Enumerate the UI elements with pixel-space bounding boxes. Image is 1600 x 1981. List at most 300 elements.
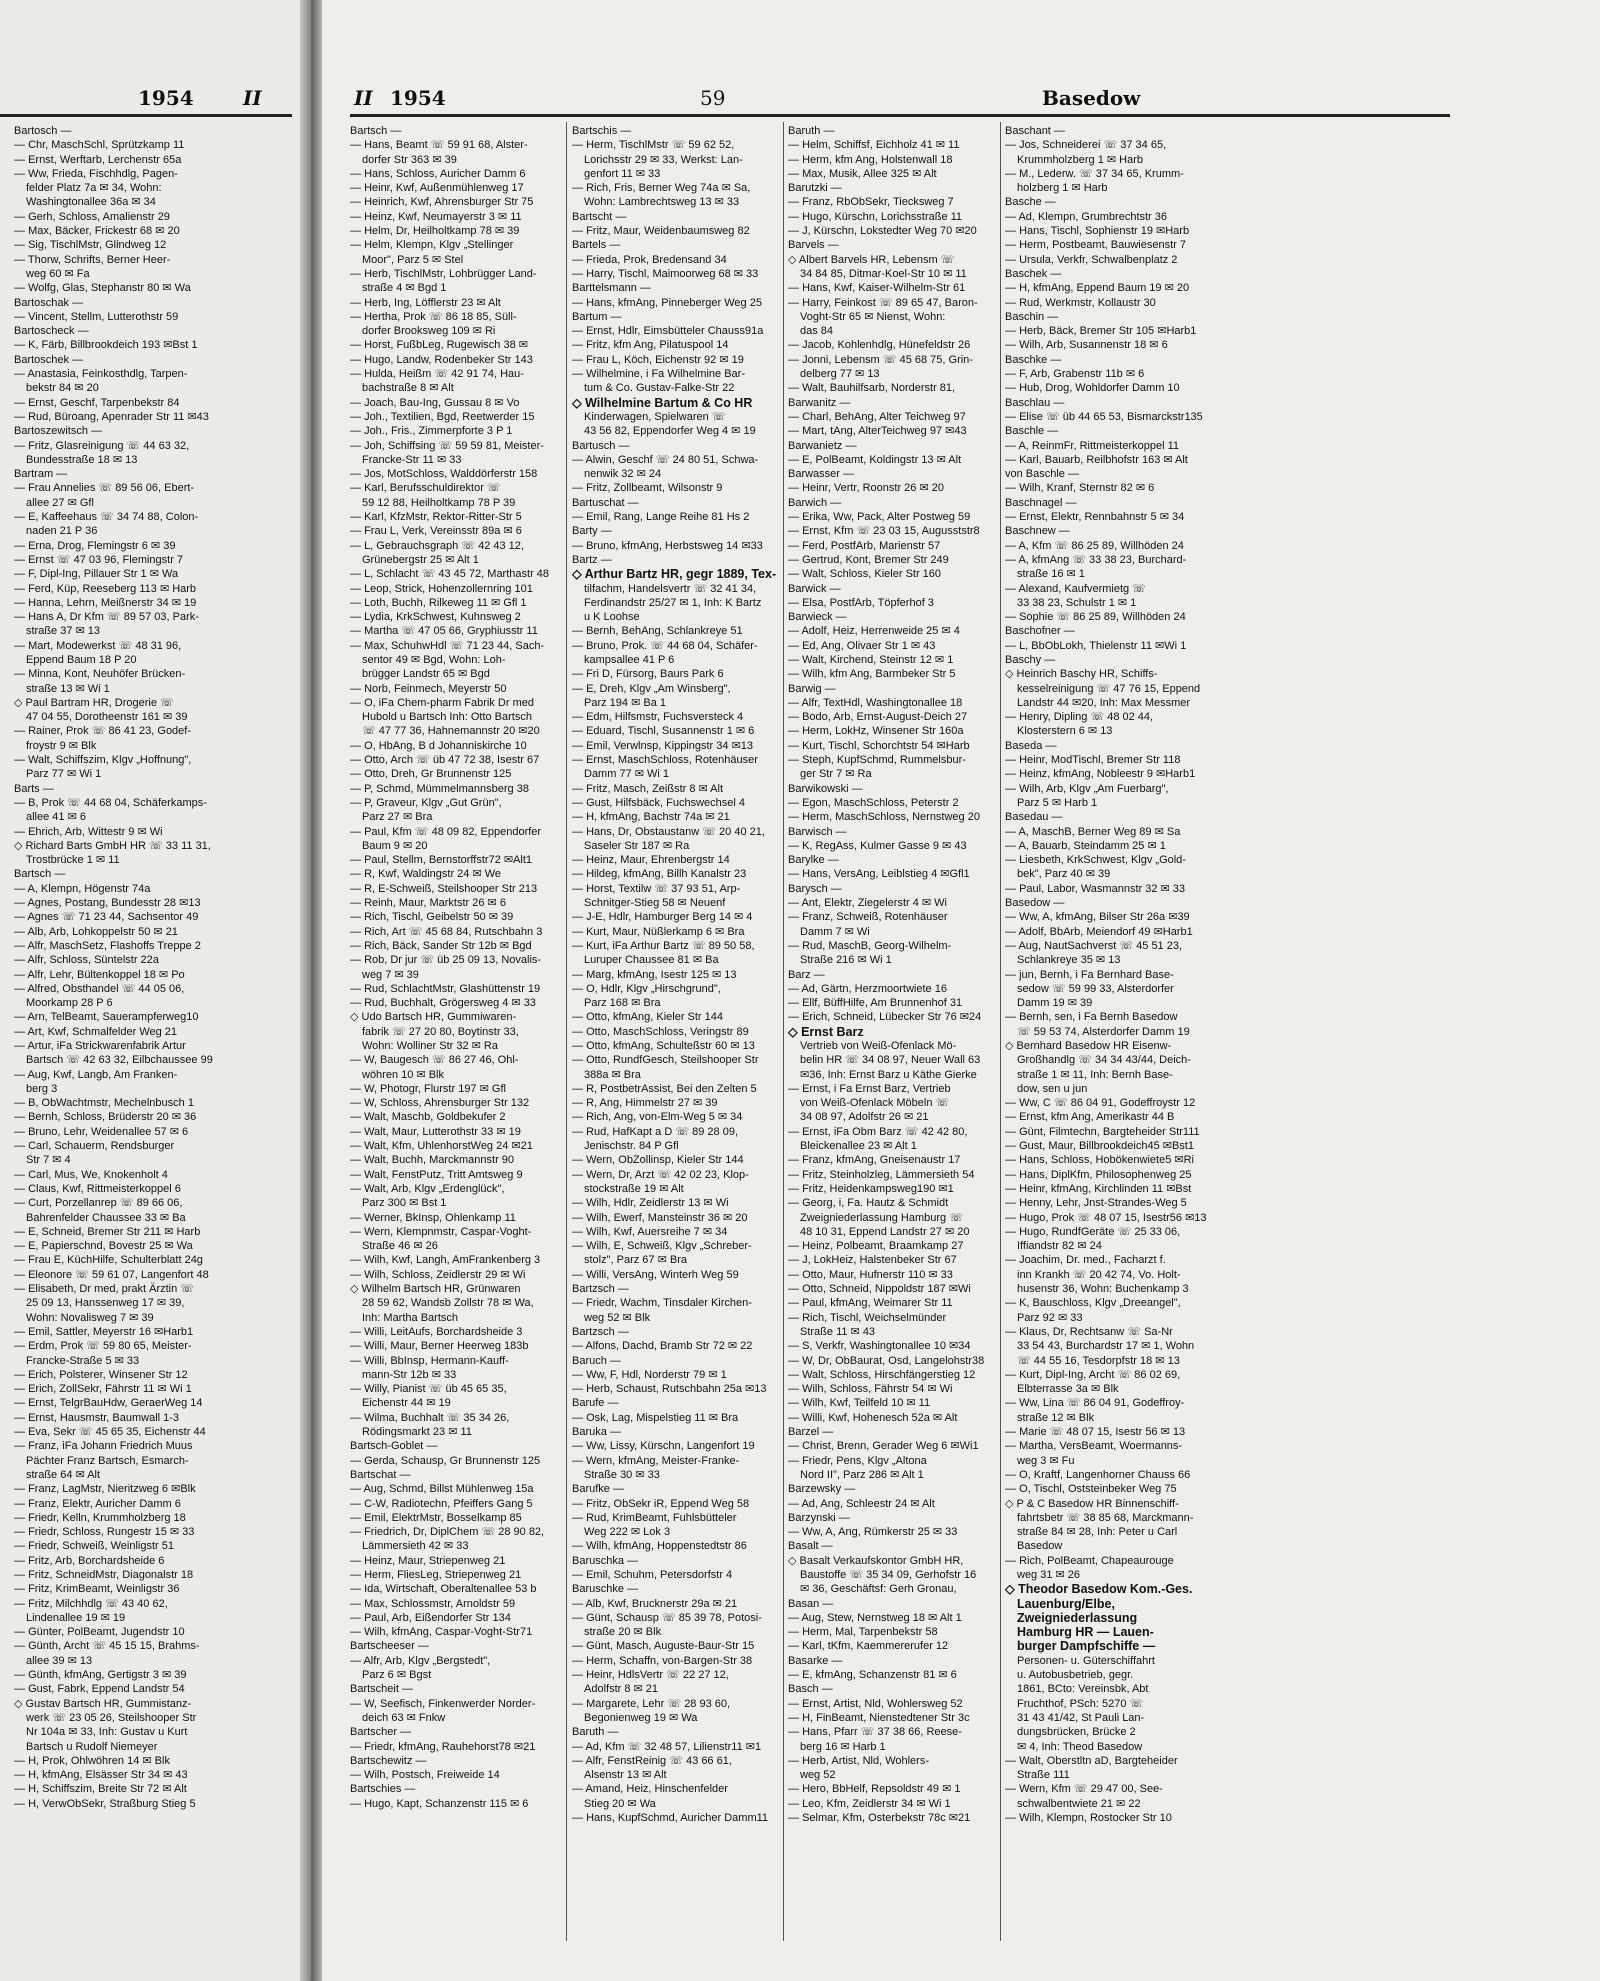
surname-heading: Barwieck — <box>788 611 847 624</box>
directory-entry: — Thorw, Schrifts, Berner Heer- <box>14 253 296 267</box>
directory-entry: — Mart, Modewerkst ☏ 48 31 96, <box>14 639 296 653</box>
directory-entry: — Harry, Feinkost ☏ 89 65 47, Baron- <box>788 296 996 310</box>
directory-entry: — Otto, MaschSchloss, Veringstr 89 <box>572 1025 778 1039</box>
directory-entry: — Alb, Kwf, Brucknerstr 29a ✉ 21 <box>572 1597 778 1611</box>
directory-entry: froystr 9 ✉ Blk <box>26 739 97 752</box>
surname-heading: Bartscht — <box>572 210 627 223</box>
directory-entry: ✉ 4, Inh: Theod Basedow <box>1017 1740 1143 1753</box>
directory-entry: — Martha ☏ 47 05 66, Gryphiusstr 11 <box>350 624 560 638</box>
directory-entry: — Chr, MaschSchl, Sprützkamp 11 <box>14 138 296 152</box>
directory-entry: — Hanna, Lehrn, Meißnerstr 34 ✉ 19 <box>14 596 296 610</box>
directory-entry: — Eva, Sekr ☏ 45 65 35, Eichenstr 44 <box>14 1425 296 1439</box>
directory-entry: — Adolf, Heiz, Herrenweide 25 ✉ 4 <box>788 624 996 638</box>
directory-entry: — B, Prok ☏ 44 68 04, Schäferkamps- <box>14 796 296 810</box>
directory-entry: 33 38 23, Schulstr 1 ✉ 1 <box>1017 596 1137 609</box>
directory-entry: — Klaus, Dr, Rechtsanw ☏ Sa-Nr <box>1005 1325 1215 1339</box>
directory-entry: Bundesstraße 18 ✉ 13 <box>26 453 138 466</box>
directory-entry: — Herm, Postbeamt, Bauwiesenstr 7 <box>1005 238 1215 252</box>
directory-entry: weg 3 ✉ Fu <box>1017 1454 1075 1467</box>
directory-entry: straße 84 ✉ 28, Inh: Peter u Carl <box>1017 1526 1178 1539</box>
directory-entry: — Charl, BehAng, Alter Teichweg 97 <box>788 410 996 424</box>
surname-heading: Barwasser — <box>788 468 855 481</box>
directory-entry: allee 41 ✉ 6 <box>26 811 86 824</box>
directory-entry: — Helm, Klempn, Klgv „Stellinger <box>350 238 560 252</box>
directory-entry: — Ernst, Elektr, Rennbahnstr 5 ✉ 34 <box>1005 510 1215 524</box>
directory-entry: allee 27 ✉ Gfl <box>26 496 94 509</box>
directory-entry: Parz 194 ✉ Ba 1 <box>584 696 666 709</box>
directory-entry: — Elisabeth, Dr med, prakt Ärztin ☏ <box>14 1282 296 1296</box>
surname-heading: Basalt — <box>788 1540 833 1553</box>
directory-entry: — R, Ang, Himmelstr 27 ✉ 39 <box>572 1096 778 1110</box>
directory-entry: — Wilh, kfmAng, Hoppenstedtstr 86 <box>572 1539 778 1553</box>
directory-entry: — Eleonore ☏ 59 61 07, Langenfort 48 <box>14 1268 296 1282</box>
directory-entry: tilfachm, Handelsvertr ☏ 32 41 34, <box>584 582 757 595</box>
directory-entry: Moor", Parz 5 ✉ Stel <box>362 253 464 266</box>
directory-entry: Schnitger-Stieg 58 ✉ Neuenf <box>584 897 726 910</box>
directory-entry: — Carl, Mus, We, Knokenholt 4 <box>14 1168 296 1182</box>
directory-entry: berg 16 ✉ Harb 1 <box>800 1740 886 1753</box>
directory-entry: — Rud, Büroang, Apenrader Str 11 ✉43 <box>14 410 296 424</box>
directory-entry: — Walt, Bauhilfsarb, Norderstr 81, <box>788 381 996 395</box>
directory-entry: — Günt, Masch, Auguste-Baur-Str 15 <box>572 1639 778 1653</box>
directory-entry: — Günter, PolBeamt, Jugendstr 10 <box>14 1625 296 1639</box>
directory-entry: Schlankreye 35 ✉ 13 <box>1017 954 1121 967</box>
directory-entry: — Herb, Artist, Nld, Wohlers- <box>788 1754 996 1768</box>
directory-entry: Bartsch u Rudolf Niemeyer <box>26 1740 158 1753</box>
directory-entry: — Ww, A, kfmAng, Bilser Str 26a ✉39 <box>1005 910 1215 924</box>
directory-entry: Baustoffe ☏ 35 34 09, Gerhofstr 16 <box>800 1568 977 1581</box>
directory-entry: Straße 111 <box>1017 1769 1070 1782</box>
surname-heading: Barwanietz — <box>788 439 857 452</box>
directory-entry: — Walt, Buchh, Marckmannstr 90 <box>350 1153 560 1167</box>
directory-entry: — Walt, Kirchend, Steinstr 12 ✉ 1 <box>788 653 996 667</box>
directory-entry: — Wilh, kfmAng, Caspar-Voght-Str71 <box>350 1625 560 1639</box>
directory-entry: — Wilh, Klempn, Rostocker Str 10 <box>1005 1811 1215 1825</box>
column-4 <box>1005 124 1215 1951</box>
directory-entry: ☏ 47 77 36, Hahnemannstr 20 ✉20 <box>362 725 540 738</box>
directory-entry: — Franz, LagMstr, Nieritzweg 6 ✉Blk <box>14 1482 296 1496</box>
directory-entry: — Ernst, TelgrBauHdw, GeraerWeg 14 <box>14 1396 296 1410</box>
directory-entry: — Wern, Kfm ☏ 29 47 00, See- <box>1005 1782 1215 1796</box>
directory-entry: — Wilh, Arb, Klgv „Am Fuerbarg", <box>1005 782 1215 796</box>
directory-entry: — Wilh, Schloss, Fährstr 54 ✉ Wi <box>788 1382 996 1396</box>
directory-entry: kampsallee 41 P 6 <box>584 653 675 666</box>
directory-entry: dungsbrücken, Brücke 2 <box>1017 1726 1136 1739</box>
directory-entry: — Ed, Ang, Olivaer Str 1 ✉ 43 <box>788 639 996 653</box>
directory-entry: — A, Bauarb, Steindamm 25 ✉ 1 <box>1005 839 1215 853</box>
directory-entry: — Erdm, Prok ☏ 59 80 65, Meister- <box>14 1339 296 1353</box>
directory-entry: — Curt, Porzellanrep ☏ 89 66 06, <box>14 1196 296 1210</box>
directory-entry: — S, Verkfr, Washingtonallee 10 ✉34 <box>788 1339 996 1353</box>
directory-entry: Straße 216 ✉ Wi 1 <box>800 954 892 967</box>
directory-entry: — Günt, Schausp ☏ 85 39 78, Potosi- <box>572 1611 778 1625</box>
directory-entry: ✉36, Inh: Ernst Barz u Käthe Gierke <box>800 1068 977 1081</box>
directory-entry: — Joh., Fris., Zimmerpforte 3 P 1 <box>350 424 560 438</box>
directory-entry: — Paul, Labor, Wasmannstr 32 ✉ 33 <box>1005 882 1215 896</box>
surname-heading: Basche — <box>1005 196 1056 209</box>
directory-entry: Alsenstr 13 ✉ Alt <box>584 1769 667 1782</box>
directory-entry: — Hans A, Dr Kfm ☏ 89 57 03, Park- <box>14 610 296 624</box>
directory-entry: — Franz, Elektr, Auricher Damm 6 <box>14 1497 296 1511</box>
directory-entry: — Friedr, kfmAng, Rauhehorst78 ✉21 <box>350 1740 560 1754</box>
directory-entry: — Fritz, Heidenkampsweg190 ✉1 <box>788 1182 996 1196</box>
directory-entry: — Willi, Kwf, Hohenesch 52a ✉ Alt <box>788 1411 996 1425</box>
surname-heading: Bartschewitz — <box>350 1754 427 1767</box>
directory-entry: — Hero, BbHelf, Repsoldstr 49 ✉ 1 <box>788 1782 996 1796</box>
directory-entry: bek", Parz 40 ✉ 39 <box>1017 868 1111 881</box>
surname-heading: Baschnew — <box>1005 525 1070 538</box>
directory-entry: mann-Str 12b ✉ 33 <box>362 1368 457 1381</box>
directory-entry: — Rich, Art ☏ 45 68 84, Rutschbahn 3 <box>350 925 560 939</box>
directory-entry: — Elise ☏ üb 44 65 53, Bismarckstr135 <box>1005 410 1215 424</box>
directory-entry: straße 12 ✉ Blk <box>1017 1411 1095 1424</box>
directory-entry: Weg 222 ✉ Lok 3 <box>584 1526 671 1539</box>
directory-entry: — Norb, Feinmech, Meyerstr 50 <box>350 682 560 696</box>
right-page <box>322 0 1600 1981</box>
directory-entry: — Gust, Hilfsbäck, Fuchswechsel 4 <box>572 796 778 810</box>
directory-entry: — Karl, Berufsschuldirektor ☏ <box>350 481 560 495</box>
directory-entry: — Ad, Gärtn, Herzmoortwiete 16 <box>788 982 996 996</box>
directory-entry: — O, Hdlr, Klgv „Hirschgrund", <box>572 982 778 996</box>
directory-entry: Vertrieb von Weiß-Ofenlack Mö- <box>800 1040 957 1052</box>
directory-entry: — Artur, iFa Strickwarenfabrik Artur <box>14 1039 296 1053</box>
directory-entry: — Rainer, Prok ☏ 86 41 23, Godef- <box>14 724 296 738</box>
directory-entry: — Aug, NautSachverst ☏ 45 51 23, <box>1005 939 1215 953</box>
directory-entry: — Walt, FenstPutz, Tritt Amtsweg 9 <box>350 1168 560 1182</box>
directory-entry: — R, Kwf, Waldingstr 24 ✉ We <box>350 867 560 881</box>
surname-heading: Bartscher — <box>350 1726 412 1739</box>
directory-entry: — Paul, Kfm ☏ 48 09 82, Eppendorfer <box>350 825 560 839</box>
directory-entry: — Franz, Schweiß, Rotenhäuser <box>788 910 996 924</box>
directory-entry: 388a ✉ Bra <box>584 1068 641 1081</box>
directory-entry: Parz 27 ✉ Bra <box>362 811 433 824</box>
surname-heading: Basedow — <box>1005 897 1065 910</box>
surname-heading: Baschek — <box>1005 267 1062 280</box>
surname-heading: Bartum — <box>572 310 622 323</box>
directory-entry: — Vincent, Stellm, Lutterothstr 59 <box>14 310 296 324</box>
surname-heading: Barty — <box>572 525 612 538</box>
directory-entry: Voght-Str 65 ✉ Nienst, Wohn: <box>800 310 946 323</box>
surname-heading: Bartschies — <box>350 1783 416 1796</box>
directory-entry: — Alb, Arb, Lohkoppelstr 50 ✉ 21 <box>14 925 296 939</box>
directory-entry: straße 37 ✉ 13 <box>26 625 101 638</box>
directory-entry: — Willi, Maur, Berner Heerweg 183b <box>350 1339 560 1353</box>
directory-entry: dow, sen u jun <box>1017 1082 1088 1095</box>
directory-entry: — Günth, kfmAng, Gertigstr 3 ✉ 39 <box>14 1668 296 1682</box>
directory-entry: — Willy, Pianist ☏ üb 45 65 35, <box>350 1382 560 1396</box>
directory-entry: — Elsa, PostfArb, Töpferhof 3 <box>788 596 996 610</box>
directory-entry: — Ernst ☏ 47 03 96, Flemingstr 7 <box>14 553 296 567</box>
directory-entry: — Anastasia, Feinkosthdlg, Tarpen- <box>14 367 296 381</box>
directory-entry: nenwik 32 ✉ 24 <box>584 468 662 481</box>
directory-entry: — Erna, Drog, Flemingstr 6 ✉ 39 <box>14 539 296 553</box>
directory-entry: Klosterstern 6 ✉ 13 <box>1017 725 1113 738</box>
directory-entry: — Joh, Schiffsing ☏ 59 59 81, Meister- <box>350 439 560 453</box>
directory-entry: — Rud, Buchhalt, Grögersweg 4 ✉ 33 <box>350 996 560 1010</box>
directory-entry: — Kurt, Maur, Nüßlerkamp 6 ✉ Bra <box>572 925 778 939</box>
surname-heading: Bartoschek — <box>14 353 84 366</box>
directory-entry: — Wern, kfmAng, Meister-Franke- <box>572 1454 778 1468</box>
directory-entry: — Georg, i, Fa. Hautz & Schmidt <box>788 1196 996 1210</box>
directory-entry: — Erich, Polsterer, Winsener Str 12 <box>14 1368 296 1382</box>
directory-entry: — Herm, kfm Ang, Holstenwall 18 <box>788 153 996 167</box>
directory-entry: — Walt, Maur, Lutterothstr 33 ✉ 19 <box>350 1125 560 1139</box>
directory-entry: — M., Lederw. ☏ 37 34 65, Krumm- <box>1005 167 1215 181</box>
directory-entry: — Kurt, Tischl, Schorchtstr 54 ✉Harb <box>788 739 996 753</box>
directory-entry: Francke-Straße 5 ✉ 33 <box>26 1354 140 1367</box>
directory-entry: — Frau L, Verk, Vereinsstr 89a ✉ 6 <box>350 524 560 538</box>
directory-entry: Nr 104a ✉ 33, Inh: Gustav u Kurt <box>26 1726 188 1739</box>
directory-entry: weg 7 ✉ 39 <box>362 968 419 981</box>
directory-entry: 1861, BCto: Vereinsbk, Abt <box>1017 1683 1149 1696</box>
book-gutter <box>300 0 322 1981</box>
directory-entry: — Herm, Schaffn, von-Bargen-Str 38 <box>572 1654 778 1668</box>
directory-entry: — Ernst, Hausmstr, Baumwall 1-3 <box>14 1411 296 1425</box>
directory-entry: — Ww, A, Ang, Rümkerstr 25 ✉ 33 <box>788 1525 996 1539</box>
directory-entry: — Art, Kwf, Schmalfelder Weg 21 <box>14 1025 296 1039</box>
directory-entry: — O, iFa Chem-pharm Fabrik Dr med <box>350 696 560 710</box>
directory-entry: genfort 11 ✉ 33 <box>584 167 661 180</box>
directory-entry: straße 13 ✉ Wi 1 <box>26 682 110 695</box>
directory-entry: ◇ Albert Barvels HR, Lebensm ☏ <box>788 253 996 267</box>
column-2 <box>572 124 778 1951</box>
surname-heading: Barylke — <box>788 854 839 867</box>
directory-entry: straße 16 ✉ 1 <box>1017 568 1085 581</box>
directory-entry: — Bernh, Schloss, Brüderstr 20 ✉ 36 <box>14 1110 296 1124</box>
directory-entry: — Fritz, ObSekr iR, Eppend Weg 58 <box>572 1497 778 1511</box>
directory-entry: — A, Kfm ☏ 86 25 89, Willhöden 24 <box>1005 539 1215 553</box>
directory-entry: — Gerh, Schloss, Amalienstr 29 <box>14 210 296 224</box>
directory-entry: — Frau L, Köch, Eichenstr 92 ✉ 19 <box>572 353 778 367</box>
directory-entry: — Ernst, Werftarb, Lerchenstr 65a <box>14 153 296 167</box>
directory-entry: — Rud, SchlachtMstr, Glashüttenstr 19 <box>350 982 560 996</box>
directory-entry: — Gust, Maur, Billbrookdeich45 ✉Bst1 <box>1005 1139 1215 1153</box>
directory-entry: — Jos, MotSchloss, Walddörferstr 158 <box>350 467 560 481</box>
directory-entry: — J, Kürschn, Lokstedter Weg 70 ✉20 <box>788 224 996 238</box>
directory-entry: Großhandlg ☏ 34 34 43/44, Deich- <box>1017 1054 1191 1067</box>
directory-entry: — Gertrud, Kont, Bremer Str 249 <box>788 553 996 567</box>
surname-heading: Baschke — <box>1005 353 1062 366</box>
directory-entry: — O, HbAng, B d Johanniskirche 10 <box>350 739 560 753</box>
directory-entry: — Sig, TischlMstr, Glindweg 12 <box>14 238 296 252</box>
directory-entry: ◇ Ernst Barz <box>788 1025 996 1039</box>
surname-heading: Basan — <box>788 1597 834 1610</box>
directory-entry: — K, Bauschloss, Klgv „Dreeangel", <box>1005 1296 1215 1310</box>
directory-entry: — Frieda, Prok, Bredensand 34 <box>572 253 778 267</box>
directory-entry: — Rich, Ang, von-Elm-Weg 5 ✉ 34 <box>572 1110 778 1124</box>
directory-entry: Zweigniederlassung Hamburg ☏ <box>800 1211 963 1224</box>
directory-entry: — W, Baugesch ☏ 86 27 46, Ohl- <box>350 1053 560 1067</box>
directory-entry: — Emil, Verwlnsp, Kippingstr 34 ✉13 <box>572 739 778 753</box>
directory-entry: — P, Graveur, Klgv „Gut Grün", <box>350 796 560 810</box>
directory-entry: deich 63 ✉ Fnkw <box>362 1711 446 1724</box>
surname-heading: Barvels — <box>788 239 839 252</box>
directory-entry: — Ant, Elektr, Ziegelerstr 4 ✉ Wi <box>788 896 996 910</box>
directory-entry: — Erich, Schneid, Lübecker Str 76 ✉24 <box>788 1010 996 1024</box>
surname-heading: Bartzsch — <box>572 1325 629 1338</box>
directory-entry: — Rich, Bäck, Sander Str 12b ✉ Bgd <box>350 939 560 953</box>
directory-entry: — Walt, Schloss, Hirschfängerstieg 12 <box>788 1368 996 1382</box>
directory-entry: Lorichsstr 29 ✉ 33, Werkst: Lan- <box>584 153 743 166</box>
directory-entry: ◇ Bernhard Basedow HR Eisenw- <box>1005 1039 1215 1053</box>
directory-entry: — Agnes ☏ 71 23 44, Sachsentor 49 <box>14 910 296 924</box>
directory-entry: — Horst, Textilw ☏ 37 93 51, Arp- <box>572 882 778 896</box>
directory-entry: 47 04 55, Dorotheenstr 161 ✉ 39 <box>26 711 188 724</box>
directory-entry: — Herm, TischlMstr ☏ 59 62 52, <box>572 138 778 152</box>
directory-entry: — Herm, FliesLeg, Striepenweg 21 <box>350 1568 560 1582</box>
directory-entry: — A, kfmAng ☏ 33 38 23, Burchard- <box>1005 553 1215 567</box>
directory-entry: — Walt, Schloss, Kieler Str 160 <box>788 567 996 581</box>
directory-entry: sedow ☏ 59 99 33, Alsterdorfer <box>1017 982 1174 995</box>
directory-entry: — Ernst, Hdlr, Eimsbütteler Chauss91a <box>572 324 778 338</box>
directory-entry: ◇ Theodor Basedow Kom.-Ges. <box>1005 1582 1215 1596</box>
directory-entry: — Heinr, HdlsVertr ☏ 22 27 12, <box>572 1668 778 1682</box>
directory-entry: — Wilh, Kranf, Sternstr 82 ✉ 6 <box>1005 481 1215 495</box>
directory-entry: — Friedr, Pens, Klgv „Altona <box>788 1454 996 1468</box>
directory-entry: — Hans, Beamt ☏ 59 91 68, Alster- <box>350 138 560 152</box>
left-header-rule <box>0 114 292 117</box>
surname-heading: Baschofner — <box>1005 625 1075 638</box>
directory-entry: — W, Photogr, Flurstr 197 ✉ Gfl <box>350 1082 560 1096</box>
directory-entry: — H, kfmAng, Bachstr 74a ✉ 21 <box>572 810 778 824</box>
directory-entry: — Kurt, Dipl-Ing, Archt ☏ 86 02 69, <box>1005 1368 1215 1382</box>
directory-entry: — Walt, Schiffszim, Klgv „Hoffnung", <box>14 753 296 767</box>
surname-heading: Baruth — <box>572 1726 619 1739</box>
directory-entry: — Ernst, kfm Ang, Amerikastr 44 B <box>1005 1110 1215 1124</box>
directory-entry: — Paul, kfmAng, Weimarer Str 11 <box>788 1296 996 1310</box>
directory-entry: — Rud, KrimBeamt, Fuhlsbütteler <box>572 1511 778 1525</box>
directory-entry: — Alfr, Schloss, Süntelstr 22a <box>14 953 296 967</box>
directory-entry: bekstr 84 ✉ 20 <box>26 382 99 395</box>
surname-heading: Bartusch — <box>572 439 630 452</box>
directory-entry: Eichenstr 44 ✉ 19 <box>362 1397 451 1410</box>
directory-entry: — Alfr, Arb, Klgv „Bergstedt", <box>350 1654 560 1668</box>
directory-entry: fabrik ☏ 27 20 80, Boytinstr 33, <box>362 1025 519 1038</box>
directory-entry: — Helm, Schiffsf, Eichholz 41 ✉ 11 <box>788 138 996 152</box>
surname-heading: Basch — <box>788 1683 833 1696</box>
surname-heading: Barwig — <box>788 682 836 695</box>
directory-entry: — H, kfmAng, Eppend Baum 19 ✉ 20 <box>1005 281 1215 295</box>
directory-entry: Moorkamp 28 P 6 <box>26 997 113 1010</box>
directory-entry: — Edm, Hilfsmstr, Fuchsversteck 4 <box>572 710 778 724</box>
directory-entry: — Fritz, Milchhdlg ☏ 43 40 62, <box>14 1597 296 1611</box>
directory-entry: — Gerda, Schausp, Gr Brunnenstr 125 <box>350 1454 560 1468</box>
directory-entry: — Amand, Heiz, Hinschenfelder <box>572 1782 778 1796</box>
directory-entry: dorfer Brooksweg 109 ✉ Ri <box>362 325 496 338</box>
directory-entry: — Hulda, Heißm ☏ 42 91 74, Hau- <box>350 367 560 381</box>
directory-entry: — A, MaschB, Berner Weg 89 ✉ Sa <box>1005 825 1215 839</box>
directory-entry: Lindenallee 19 ✉ 19 <box>26 1611 126 1624</box>
directory-entry: — Wilh, Ewerf, Mansteinstr 36 ✉ 20 <box>572 1211 778 1225</box>
directory-entry: — E, Papierschnd, Bovestr 25 ✉ Wa <box>14 1239 296 1253</box>
directory-entry: — Fritz, Masch, Zeißstr 8 ✉ Alt <box>572 782 778 796</box>
directory-entry: ☏ 59 53 74, Alsterdorfer Damm 19 <box>1017 1025 1190 1038</box>
directory-entry: — Bruno, kfmAng, Herbstsweg 14 ✉33 <box>572 539 778 553</box>
directory-entry: — Rud, Werkmstr, Kollaustr 30 <box>1005 296 1215 310</box>
directory-entry: — Alfr, FenstReinig ☏ 43 66 61, <box>572 1754 778 1768</box>
directory-entry: — Sophie ☏ 86 25 89, Willhöden 24 <box>1005 610 1215 624</box>
directory-entry: ger Str 7 ✉ Ra <box>800 768 872 781</box>
directory-entry: — Ernst, Kfm ☏ 23 03 15, Augusststr8 <box>788 524 996 538</box>
directory-entry: — Jos, Schneiderei ☏ 37 34 65, <box>1005 138 1215 152</box>
directory-entry: — Hans, Pfarr ☏ 37 38 66, Reese- <box>788 1725 996 1739</box>
directory-entry: — Fritz, Zollbeamt, Wilsonstr 9 <box>572 481 778 495</box>
directory-entry: — K, Färb, Billbrookdeich 193 ✉Bst 1 <box>14 338 296 352</box>
directory-entry: — E, PolBeamt, Koldingstr 13 ✉ Alt <box>788 453 996 467</box>
directory-entry: — C-W, Radiotechn, Pfeiffers Gang 5 <box>350 1497 560 1511</box>
surname-heading: Bartscheeser — <box>350 1640 429 1653</box>
directory-entry: Straße 30 ✉ 33 <box>584 1468 660 1481</box>
directory-entry: — Hildeg, kfmAng, Billh Kanalstr 23 <box>572 867 778 881</box>
directory-entry: ◇ Arthur Bartz HR, gegr 1889, Tex- <box>572 567 778 581</box>
directory-entry: delberg 77 ✉ 13 <box>800 368 880 381</box>
directory-entry: — Margarete, Lehr ☏ 28 93 60, <box>572 1697 778 1711</box>
directory-entry: — Ernst, iFa Obm Barz ☏ 42 42 80, <box>788 1125 996 1139</box>
directory-entry: — Joachim, Dr. med., Facharzt f. <box>1005 1253 1215 1267</box>
surname-heading: Barzynski — <box>788 1511 850 1524</box>
directory-entry: — Heinr, kfmAng, Kirchlinden 11 ✉Bst <box>1005 1182 1215 1196</box>
directory-entry: — E, Dreh, Klgv „Am Winsberg", <box>572 682 778 696</box>
directory-entry: Luruper Chaussee 81 ✉ Ba <box>584 954 719 967</box>
directory-entry: weg 31 ✉ 26 <box>1017 1568 1081 1581</box>
directory-entry: — Hans, Dr, Obstaustanw ☏ 20 40 21, <box>572 825 778 839</box>
directory-entry: stolz", Parz 67 ✉ Bra <box>584 1254 687 1267</box>
directory-entry: ◇ Udo Bartsch HR, Gummiwaren- <box>350 1010 560 1024</box>
directory-entry: tum & Co. Gustav-Falke-Str 22 <box>584 382 735 395</box>
directory-entry: Francke-Str 11 ✉ 33 <box>362 453 462 466</box>
directory-entry: Wohn: Wolliner Str 32 ✉ Ra <box>362 1040 498 1052</box>
directory-entry: Landstr 44 ✉20, Inh: Max Messmer <box>1017 696 1191 709</box>
directory-entry: — Wilh, E, Schweiß, Klgv „Schreber- <box>572 1239 778 1253</box>
directory-entry: — Hugo, Kapt, Schanzenstr 115 ✉ 6 <box>350 1797 560 1811</box>
surname-heading: Barwikowski — <box>788 782 863 795</box>
directory-entry: — Wilh, kfm Ang, Barmbeker Str 5 <box>788 667 996 681</box>
directory-entry: — Ww, F, Hdl, Norderstr 79 ✉ 1 <box>572 1368 778 1382</box>
surname-heading: Baschle — <box>1005 425 1059 438</box>
surname-heading: Barzewsky — <box>788 1483 856 1496</box>
directory-entry: — Henny, Lehr, Jnst-Strandes-Weg 5 <box>1005 1196 1215 1210</box>
surname-heading: Baruth — <box>788 125 835 137</box>
directory-entry: — Heinr, ModTischl, Bremer Str 118 <box>1005 753 1215 767</box>
directory-entry: — J-E, Hdlr, Hamburger Berg 14 ✉ 4 <box>572 910 778 924</box>
directory-entry: — Walt, Arb, Klgv „Erdenglück", <box>350 1182 560 1196</box>
directory-entry: inn Krankh ☏ 20 42 74, Vo. Holt- <box>1017 1268 1181 1281</box>
directory-entry: Damm 77 ✉ Wi 1 <box>584 768 670 781</box>
surname-heading: Bartschis — <box>572 125 632 137</box>
directory-entry: — Heinr, Kwf, Außenmühlenweg 17 <box>350 181 560 195</box>
directory-entry: bachstraße 8 ✉ Alt <box>362 382 454 395</box>
directory-entry: — Emil, Rang, Lange Reihe 81 Hs 2 <box>572 510 778 524</box>
right-header-roman: II <box>354 86 373 110</box>
directory-entry: — Frau Annelies ☏ 89 56 06, Ebert- <box>14 481 296 495</box>
directory-entry: — Marie ☏ 48 07 15, Isestr 56 ✉ 13 <box>1005 1425 1215 1439</box>
directory-entry: — Herb, Schaust, Rutschbahn 25a ✉13 <box>572 1382 778 1396</box>
directory-entry: — Walt, Kfm, UhlenhorstWeg 24 ✉21 <box>350 1139 560 1153</box>
directory-entry: — J, LokHeiz, Halstenbeker Str 67 <box>788 1253 996 1267</box>
directory-entry: — W, Schloss, Ahrensburger Str 132 <box>350 1096 560 1110</box>
directory-entry: 34 08 97, Adolfstr 26 ✉ 21 <box>800 1111 929 1124</box>
directory-entry: sentor 49 ✉ Bgd, Wohn: Loh- <box>362 653 506 666</box>
directory-entry: — Fritz, Glasreinigung ☏ 44 63 32, <box>14 439 296 453</box>
directory-entry: — Leop, Strick, Hohenzollernring 101 <box>350 582 560 596</box>
directory-entry: naden 21 P 36 <box>26 525 98 538</box>
surname-heading: Baschin — <box>1005 310 1059 323</box>
page-number: 59 <box>700 86 726 110</box>
directory-entry: — Fritz, kfm Ang, Pilatuspool 14 <box>572 338 778 352</box>
directory-entry: — B, ObWachtmstr, Mechelnbusch 1 <box>14 1096 296 1110</box>
directory-entry: — Fritz, Arb, Borchardsheide 6 <box>14 1554 296 1568</box>
directory-entry: — Wilhelmine, i Fa Wilhelmine Bar- <box>572 367 778 381</box>
